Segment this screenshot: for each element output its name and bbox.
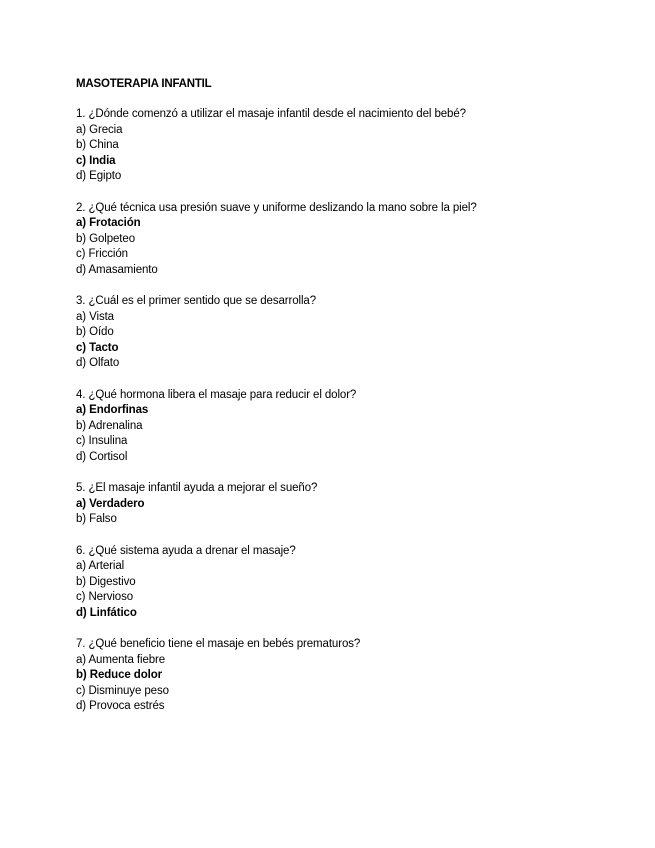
question-text: 6. ¿Qué sistema ayuda a drenar el masaje? [76, 544, 296, 557]
option-b: b) Golpeteo [76, 232, 135, 245]
question-6 [76, 544, 636, 622]
question-2 [76, 201, 636, 279]
option-b: b) Digestivo [76, 575, 136, 588]
option-a: a) Aumenta fiebre [76, 653, 166, 666]
document-page [76, 77, 636, 731]
question-1 [76, 107, 636, 185]
document-title: MASOTERAPIA INFANTIL [76, 78, 212, 90]
question-text: 7. ¿Qué beneficio tiene el masaje en bebés prematuros? [76, 638, 361, 650]
option-d: d) Amasamiento [76, 263, 158, 276]
option-c: c) Nervioso [76, 591, 134, 603]
question-text: 2. ¿Qué técnica usa presión suave y uniforme deslizando la mano sobre la piel? [76, 201, 477, 214]
option-d: d) Egipto [76, 170, 122, 182]
question-7 [76, 637, 636, 715]
option-c-correct: c) Tacto [76, 341, 119, 354]
option-c-correct: c) India [76, 154, 116, 167]
option-d: d) Cortisol [76, 450, 128, 463]
question-list [76, 107, 636, 715]
option-a: a) Arterial [76, 560, 125, 572]
option-c: c) Insulina [76, 435, 128, 447]
question-text: 3. ¿Cuál es el primer sentido que se desarrolla? [76, 295, 317, 307]
option-c: c) Fricción [76, 248, 128, 260]
option-a: a) Vista [76, 310, 114, 323]
option-b-correct: b) Reduce dolor [76, 669, 163, 681]
question-text: 5. ¿El masaje infantil ayuda a mejorar el sueño? [76, 482, 318, 494]
option-a-correct: a) Endorfinas [76, 404, 149, 416]
option-b: b) Falso [76, 513, 117, 525]
option-a: a) Grecia [76, 123, 123, 136]
option-b: b) Adrenalina [76, 419, 143, 432]
option-d-correct: d) Linfático [76, 606, 137, 619]
option-a-correct: a) Verdadero [76, 497, 145, 510]
question-4 [76, 388, 636, 466]
option-a-correct: a) Frotación [76, 217, 141, 229]
question-5 [76, 481, 636, 528]
question-text: 4. ¿Qué hormona libera el masaje para reducir el dolor? [76, 388, 357, 401]
option-b: b) Oído [76, 326, 114, 338]
option-c: c) Disminuye peso [76, 684, 169, 697]
option-b: b) China [76, 139, 119, 151]
option-d: d) Olfato [76, 357, 120, 369]
option-d: d) Provoca estrés [76, 700, 165, 712]
question-text: 1. ¿Dónde comenzó a utilizar el masaje infantil desde el nacimiento del bebé? [76, 108, 466, 120]
question-3 [76, 294, 636, 372]
